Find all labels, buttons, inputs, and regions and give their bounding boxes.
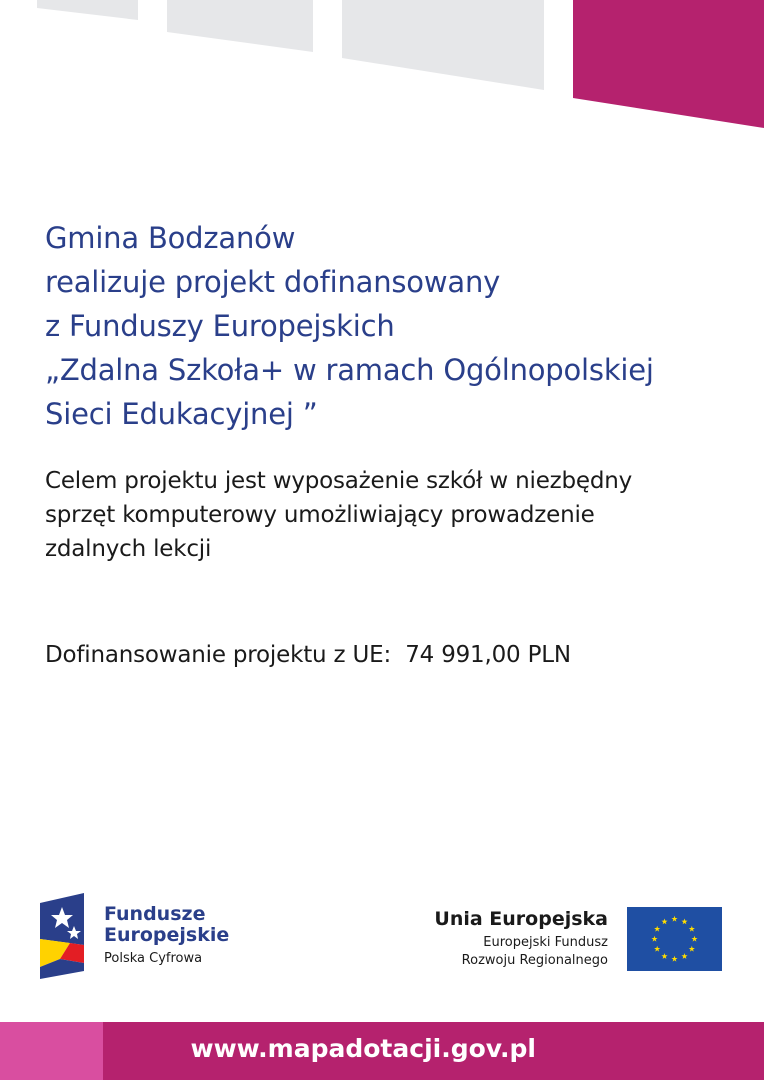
- fundusze-europejskie-text: [104, 904, 229, 966]
- ue-name: Unia Europejska: [434, 908, 608, 930]
- fe-name-line-1: Fundusze: [104, 903, 206, 925]
- fe-name: [104, 904, 229, 946]
- ue-fund-line-1: Europejski Fundusz: [483, 935, 608, 950]
- grey-stripe-3: [342, 0, 544, 90]
- description-line-3: zdalnych lekcji: [45, 536, 212, 562]
- heading-line-3: z Funduszy Europejskich: [45, 309, 395, 343]
- ue-fund: [434, 934, 608, 970]
- fe-program: Polska Cyfrowa: [104, 951, 203, 966]
- funding-amount: Dofinansowanie projektu z UE: 74 991,00 PLN: [45, 642, 571, 668]
- description-line-1: Celem projektu jest wyposażenie szkół w niezbędny: [45, 468, 633, 494]
- footer-bar: [0, 1022, 764, 1080]
- heading-line-1: Gmina Bodzanów: [45, 221, 296, 255]
- fundusze-europejskie-logo-icon: [40, 893, 86, 979]
- grey-stripe-2: [167, 0, 313, 52]
- footer-url-link[interactable]: www.mapadotacji.gov.pl: [190, 1034, 536, 1063]
- unia-europejska-text: [434, 907, 608, 970]
- fe-name-line-2: Europejskie: [104, 924, 230, 946]
- project-heading: [45, 216, 654, 436]
- description-line-2: sprzęt komputerowy umożliwiający prowadzenie: [45, 502, 595, 528]
- heading-line-4: „Zdalna Szkoła+ w ramach Ogólnopolskiej: [45, 353, 654, 387]
- header-decoration: [0, 0, 764, 140]
- grey-stripe-1: [37, 0, 138, 20]
- magenta-stripe: [573, 0, 764, 128]
- heading-line-2: realizuje projekt dofinansowany: [45, 265, 501, 299]
- project-description: [45, 464, 632, 566]
- ue-fund-line-2: Rozwoju Regionalnego: [461, 953, 608, 968]
- eu-flag-icon: [627, 907, 722, 971]
- heading-line-5: Sieci Edukacyjnej ”: [45, 397, 318, 431]
- footer-accent-light: [0, 1022, 103, 1080]
